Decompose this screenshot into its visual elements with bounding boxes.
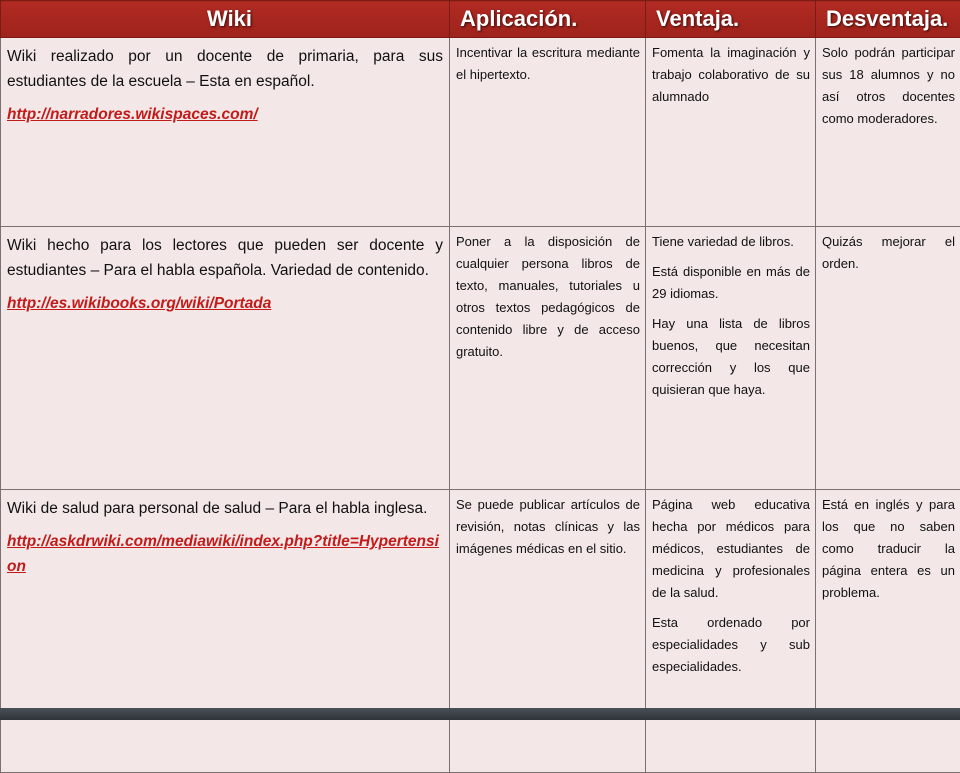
ventaja-text: Está disponible en más de 29 idiomas. [652,261,810,305]
ventaja-text: Fomenta la imaginación y trabajo colaborativo de su alumnado [652,42,810,108]
wiki-description: Wiki realizado por un docente de primaria, para sus estudiantes de la escuela – Esta en español. [7,44,443,94]
header-aplicacion: Aplicación. [450,1,646,38]
aplicacion-cell [450,38,646,227]
desventaja-cell [816,490,960,773]
desventaja-cell [816,227,960,490]
ventaja-cell [646,38,816,227]
aplicacion-text: Poner a la disposición de cualquier persona libros de texto, manuales, tutoriales u otros textos pedagógicos de contenido libre y de acceso gratuito. [456,231,640,363]
wiki-cell [1,38,450,227]
table-row [1,38,960,227]
header-ventaja: Ventaja. [646,1,816,38]
ventaja-cell [646,490,816,773]
wiki-description: Wiki hecho para los lectores que pueden ser docente y estudiantes – Para el habla española. Variedad de contenido. [7,233,443,283]
wiki-link[interactable]: http://askdrwiki.com/mediawiki/index.php?title=Hypertension [7,529,443,579]
wiki-link[interactable]: http://es.wikibooks.org/wiki/Portada [7,291,443,316]
ventaja-text: Página web educativa hecha por médicos para médicos, estudiantes de medicina y profesionales de la salud. [652,494,810,604]
header-desventaja: Desventaja. [816,1,960,38]
ventaja-text: Esta ordenado por especialidades y sub especialidades. [652,612,810,678]
wiki-description: Wiki de salud para personal de salud – Para el habla inglesa. [7,496,443,521]
aplicacion-cell [450,227,646,490]
slide-background-edge [0,708,960,720]
header-wiki: Wiki [1,1,450,38]
ventaja-cell [646,227,816,490]
desventaja-text: Está en inglés y para los que no saben como traducir la página entera es un problema. [822,494,955,604]
ventaja-text: Hay una lista de libros buenos, que necesitan corrección y los que quisieran que haya. [652,313,810,401]
aplicacion-text: Incentivar la escritura mediante el hipertexto. [456,42,640,86]
ventaja-text: Tiene variedad de libros. [652,231,810,253]
table-row [1,227,960,490]
wiki-cell [1,227,450,490]
header-row [1,1,960,38]
table-row [1,490,960,773]
desventaja-text: Quizás mejorar el orden. [822,231,955,275]
aplicacion-text: Se puede publicar artículos de revisión, notas clínicas y las imágenes médicas en el sitio. [456,494,640,560]
wiki-cell [1,490,450,773]
wiki-link[interactable]: http://narradores.wikispaces.com/ [7,102,443,127]
desventaja-text: Solo podrán participar sus 18 alumnos y no así otros docentes como moderadores. [822,42,955,130]
aplicacion-cell [450,490,646,773]
desventaja-cell [816,38,960,227]
